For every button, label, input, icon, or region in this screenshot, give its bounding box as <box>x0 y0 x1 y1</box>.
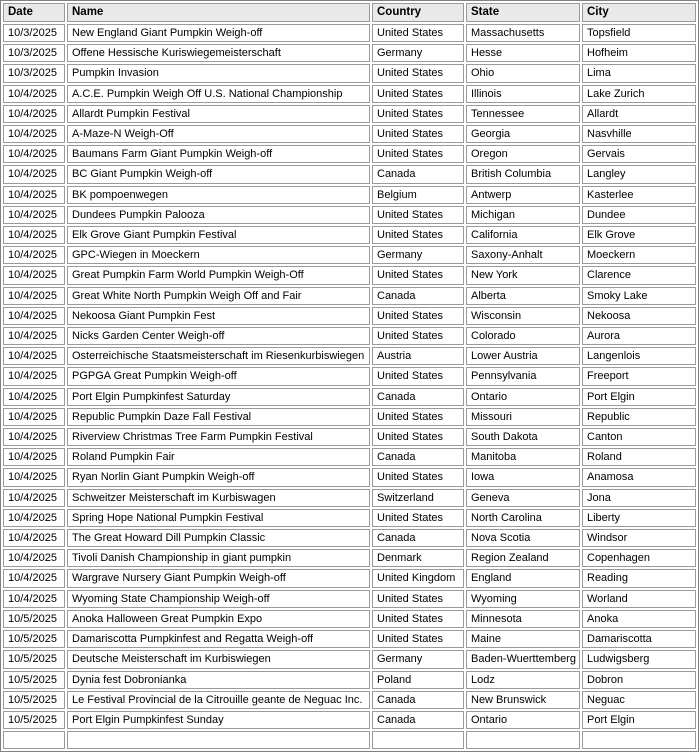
cell-state: Baden-Wuerttemberg <box>466 650 580 668</box>
cell-date: 10/5/2025 <box>3 630 65 648</box>
cell-date: 10/5/2025 <box>3 711 65 729</box>
table-row <box>3 125 696 143</box>
cell-state: Ohio <box>466 64 580 82</box>
cell-country: Austria <box>372 347 464 365</box>
cell-name: Wargrave Nursery Giant Pumpkin Weigh-off <box>67 569 370 587</box>
cell-city: Windsor <box>582 529 696 547</box>
cell-country: United Kingdom <box>372 569 464 587</box>
cell-country: United States <box>372 509 464 527</box>
table-body <box>3 24 696 749</box>
cell-name: Allardt Pumpkin Festival <box>67 105 370 123</box>
column-header-state: State <box>466 3 580 22</box>
cell-city: Langenlois <box>582 347 696 365</box>
table-row <box>3 468 696 486</box>
table-row <box>3 428 696 446</box>
cell-name: Port Elgin Pumpkinfest Sunday <box>67 711 370 729</box>
cell-state: Massachusetts <box>466 24 580 42</box>
cell-city: Roland <box>582 448 696 466</box>
cell-country: Germany <box>372 246 464 264</box>
cell-state: Lodz <box>466 671 580 689</box>
cell-date <box>3 731 65 749</box>
cell-state: Colorado <box>466 327 580 345</box>
cell-state: Saxony-Anhalt <box>466 246 580 264</box>
cell-date: 10/4/2025 <box>3 569 65 587</box>
table-row <box>3 287 696 305</box>
cell-city: Port Elgin <box>582 711 696 729</box>
table-row <box>3 226 696 244</box>
cell-state: Michigan <box>466 206 580 224</box>
cell-country: United States <box>372 307 464 325</box>
table-row <box>3 691 696 709</box>
cell-name: Riverview Christmas Tree Farm Pumpkin Festival <box>67 428 370 446</box>
cell-name: Great White North Pumpkin Weigh Off and Fair <box>67 287 370 305</box>
table-row <box>3 145 696 163</box>
cell-country: United States <box>372 226 464 244</box>
cell-date: 10/3/2025 <box>3 64 65 82</box>
cell-name: Nicks Garden Center Weigh-off <box>67 327 370 345</box>
cell-country: United States <box>372 266 464 284</box>
cell-name: New England Giant Pumpkin Weigh-off <box>67 24 370 42</box>
table-row <box>3 327 696 345</box>
table-row <box>3 105 696 123</box>
cell-country: United States <box>372 630 464 648</box>
cell-country: Switzerland <box>372 489 464 507</box>
cell-city: Topsfield <box>582 24 696 42</box>
cell-date: 10/4/2025 <box>3 266 65 284</box>
cell-name: A-Maze-N Weigh-Off <box>67 125 370 143</box>
cell-date: 10/4/2025 <box>3 206 65 224</box>
cell-state: New York <box>466 266 580 284</box>
table-row <box>3 630 696 648</box>
cell-date: 10/4/2025 <box>3 549 65 567</box>
cell-city: Moeckern <box>582 246 696 264</box>
cell-state: North Carolina <box>466 509 580 527</box>
cell-country: Canada <box>372 287 464 305</box>
cell-name: PGPGA Great Pumpkin Weigh-off <box>67 367 370 385</box>
table-row <box>3 448 696 466</box>
cell-city: Freeport <box>582 367 696 385</box>
cell-state: Wyoming <box>466 590 580 608</box>
cell-name: Port Elgin Pumpkinfest Saturday <box>67 388 370 406</box>
cell-state: British Columbia <box>466 165 580 183</box>
table-row-partial <box>3 731 696 749</box>
column-header-date: Date <box>3 3 65 22</box>
cell-city: Port Elgin <box>582 388 696 406</box>
cell-state: England <box>466 569 580 587</box>
cell-date: 10/4/2025 <box>3 186 65 204</box>
cell-name: Great Pumpkin Farm World Pumpkin Weigh-Off <box>67 266 370 284</box>
cell-city: Canton <box>582 428 696 446</box>
table-row <box>3 650 696 668</box>
cell-country: United States <box>372 64 464 82</box>
cell-date: 10/4/2025 <box>3 347 65 365</box>
cell-name: Offene Hessische Kuriswiegemeisterschaft <box>67 44 370 62</box>
cell-state: New Brunswick <box>466 691 580 709</box>
cell-city: Lake Zurich <box>582 85 696 103</box>
cell-city: Smoky Lake <box>582 287 696 305</box>
cell-city: Copenhagen <box>582 549 696 567</box>
cell-state: Maine <box>466 630 580 648</box>
table-row <box>3 367 696 385</box>
cell-name: Elk Grove Giant Pumpkin Festival <box>67 226 370 244</box>
cell-country: Canada <box>372 448 464 466</box>
table-row <box>3 64 696 82</box>
cell-state: Pennsylvania <box>466 367 580 385</box>
cell-city: Clarence <box>582 266 696 284</box>
cell-date: 10/4/2025 <box>3 428 65 446</box>
cell-name: GPC-Wiegen in Moeckern <box>67 246 370 264</box>
cell-country: Denmark <box>372 549 464 567</box>
cell-city: Aurora <box>582 327 696 345</box>
cell-name: A.C.E. Pumpkin Weigh Off U.S. National Championship <box>67 85 370 103</box>
cell-date: 10/3/2025 <box>3 44 65 62</box>
table-row <box>3 24 696 42</box>
cell-country: Canada <box>372 165 464 183</box>
cell-name: Deutsche Meisterschaft im Kurbiswiegen <box>67 650 370 668</box>
cell-date: 10/4/2025 <box>3 509 65 527</box>
cell-name: Spring Hope National Pumpkin Festival <box>67 509 370 527</box>
table-row <box>3 388 696 406</box>
cell-country: United States <box>372 145 464 163</box>
cell-state: Alberta <box>466 287 580 305</box>
cell-state: Geneva <box>466 489 580 507</box>
cell-date: 10/4/2025 <box>3 105 65 123</box>
cell-country: United States <box>372 590 464 608</box>
cell-city: Worland <box>582 590 696 608</box>
table-row <box>3 165 696 183</box>
cell-country: Canada <box>372 711 464 729</box>
cell-city: Gervais <box>582 145 696 163</box>
cell-state <box>466 731 580 749</box>
cell-name: Baumans Farm Giant Pumpkin Weigh-off <box>67 145 370 163</box>
column-header-city: City <box>582 3 696 22</box>
cell-city: Allardt <box>582 105 696 123</box>
cell-date: 10/3/2025 <box>3 24 65 42</box>
table-row <box>3 44 696 62</box>
cell-city: Hofheim <box>582 44 696 62</box>
cell-city: Anamosa <box>582 468 696 486</box>
cell-date: 10/4/2025 <box>3 468 65 486</box>
cell-state: Oregon <box>466 145 580 163</box>
cell-name: Nekoosa Giant Pumpkin Fest <box>67 307 370 325</box>
cell-country: Germany <box>372 44 464 62</box>
column-header-country: Country <box>372 3 464 22</box>
cell-date: 10/4/2025 <box>3 489 65 507</box>
cell-state: Lower Austria <box>466 347 580 365</box>
cell-date: 10/5/2025 <box>3 671 65 689</box>
table-row <box>3 549 696 567</box>
cell-country: United States <box>372 468 464 486</box>
cell-country: Canada <box>372 388 464 406</box>
cell-city: Ludwigsberg <box>582 650 696 668</box>
cell-state: Georgia <box>466 125 580 143</box>
cell-city: Reading <box>582 569 696 587</box>
table-row <box>3 246 696 264</box>
cell-city: Dobron <box>582 671 696 689</box>
cell-country: Germany <box>372 650 464 668</box>
table-row <box>3 671 696 689</box>
cell-name: Pumpkin Invasion <box>67 64 370 82</box>
cell-name: Republic Pumpkin Daze Fall Festival <box>67 408 370 426</box>
cell-country: United States <box>372 24 464 42</box>
cell-date: 10/5/2025 <box>3 650 65 668</box>
cell-city: Anoka <box>582 610 696 628</box>
cell-city: Nasvhille <box>582 125 696 143</box>
table-row <box>3 509 696 527</box>
cell-name: Wyoming State Championship Weigh-off <box>67 590 370 608</box>
cell-country: Canada <box>372 529 464 547</box>
cell-state: Minnesota <box>466 610 580 628</box>
cell-date: 10/4/2025 <box>3 85 65 103</box>
cell-name: The Great Howard Dill Pumpkin Classic <box>67 529 370 547</box>
cell-city: Republic <box>582 408 696 426</box>
cell-city: Lima <box>582 64 696 82</box>
cell-city: Kasterlee <box>582 186 696 204</box>
cell-state: Iowa <box>466 468 580 486</box>
cell-date: 10/4/2025 <box>3 125 65 143</box>
cell-state: Tennessee <box>466 105 580 123</box>
table-row <box>3 266 696 284</box>
table-row <box>3 489 696 507</box>
cell-date: 10/4/2025 <box>3 590 65 608</box>
cell-date: 10/4/2025 <box>3 388 65 406</box>
cell-name: Anoka Halloween Great Pumpkin Expo <box>67 610 370 628</box>
cell-name: Le Festival Provincial de la Citrouille geante de Neguac Inc. <box>67 691 370 709</box>
cell-state: Illinois <box>466 85 580 103</box>
table-row <box>3 590 696 608</box>
table-row <box>3 186 696 204</box>
cell-date: 10/4/2025 <box>3 327 65 345</box>
table-row <box>3 529 696 547</box>
table-row <box>3 307 696 325</box>
cell-state: Region Zealand <box>466 549 580 567</box>
cell-name: Roland Pumpkin Fair <box>67 448 370 466</box>
cell-date: 10/4/2025 <box>3 367 65 385</box>
cell-state: California <box>466 226 580 244</box>
cell-state: Hesse <box>466 44 580 62</box>
cell-country: United States <box>372 327 464 345</box>
cell-country: United States <box>372 610 464 628</box>
cell-country: United States <box>372 206 464 224</box>
cell-name: Dynia fest Dobronianka <box>67 671 370 689</box>
cell-state: Antwerp <box>466 186 580 204</box>
cell-name: BK pompoenwegen <box>67 186 370 204</box>
cell-city: Dundee <box>582 206 696 224</box>
header-row <box>3 3 696 22</box>
cell-name: Dundees Pumpkin Palooza <box>67 206 370 224</box>
table-row <box>3 569 696 587</box>
cell-country: United States <box>372 125 464 143</box>
cell-name: Osterreichische Staatsmeisterschaft im Riesenkurbiswiegen <box>67 347 370 365</box>
cell-city: Nekoosa <box>582 307 696 325</box>
cell-state: Missouri <box>466 408 580 426</box>
cell-state: Ontario <box>466 711 580 729</box>
cell-country <box>372 731 464 749</box>
cell-country: United States <box>372 85 464 103</box>
cell-country: United States <box>372 105 464 123</box>
cell-name: BC Giant Pumpkin Weigh-off <box>67 165 370 183</box>
table-row <box>3 206 696 224</box>
cell-city: Elk Grove <box>582 226 696 244</box>
cell-city: Langley <box>582 165 696 183</box>
table-row <box>3 711 696 729</box>
cell-country: Poland <box>372 671 464 689</box>
cell-state: Wisconsin <box>466 307 580 325</box>
cell-date: 10/4/2025 <box>3 165 65 183</box>
cell-city <box>582 731 696 749</box>
cell-state: South Dakota <box>466 428 580 446</box>
cell-city: Jona <box>582 489 696 507</box>
cell-country: United States <box>372 428 464 446</box>
cell-date: 10/4/2025 <box>3 448 65 466</box>
table-row <box>3 85 696 103</box>
cell-city: Damariscotta <box>582 630 696 648</box>
cell-date: 10/4/2025 <box>3 408 65 426</box>
cell-country: Belgium <box>372 186 464 204</box>
cell-name: Schweitzer Meisterschaft im Kurbiswagen <box>67 489 370 507</box>
cell-state: Ontario <box>466 388 580 406</box>
table-row <box>3 610 696 628</box>
table-row <box>3 347 696 365</box>
cell-date: 10/4/2025 <box>3 145 65 163</box>
cell-city: Liberty <box>582 509 696 527</box>
cell-date: 10/4/2025 <box>3 226 65 244</box>
cell-date: 10/4/2025 <box>3 246 65 264</box>
cell-date: 10/4/2025 <box>3 287 65 305</box>
column-header-name: Name <box>67 3 370 22</box>
cell-country: United States <box>372 367 464 385</box>
cell-state: Nova Scotia <box>466 529 580 547</box>
cell-state: Manitoba <box>466 448 580 466</box>
table-row <box>3 408 696 426</box>
cell-date: 10/4/2025 <box>3 307 65 325</box>
cell-name: Tivoli Danish Championship in giant pumpkin <box>67 549 370 567</box>
cell-name: Ryan Norlin Giant Pumpkin Weigh-off <box>67 468 370 486</box>
cell-date: 10/5/2025 <box>3 691 65 709</box>
cell-name <box>67 731 370 749</box>
cell-name: Damariscotta Pumpkinfest and Regatta Weigh-off <box>67 630 370 648</box>
cell-date: 10/5/2025 <box>3 610 65 628</box>
cell-country: Canada <box>372 691 464 709</box>
cell-city: Neguac <box>582 691 696 709</box>
cell-country: United States <box>372 408 464 426</box>
cell-date: 10/4/2025 <box>3 529 65 547</box>
